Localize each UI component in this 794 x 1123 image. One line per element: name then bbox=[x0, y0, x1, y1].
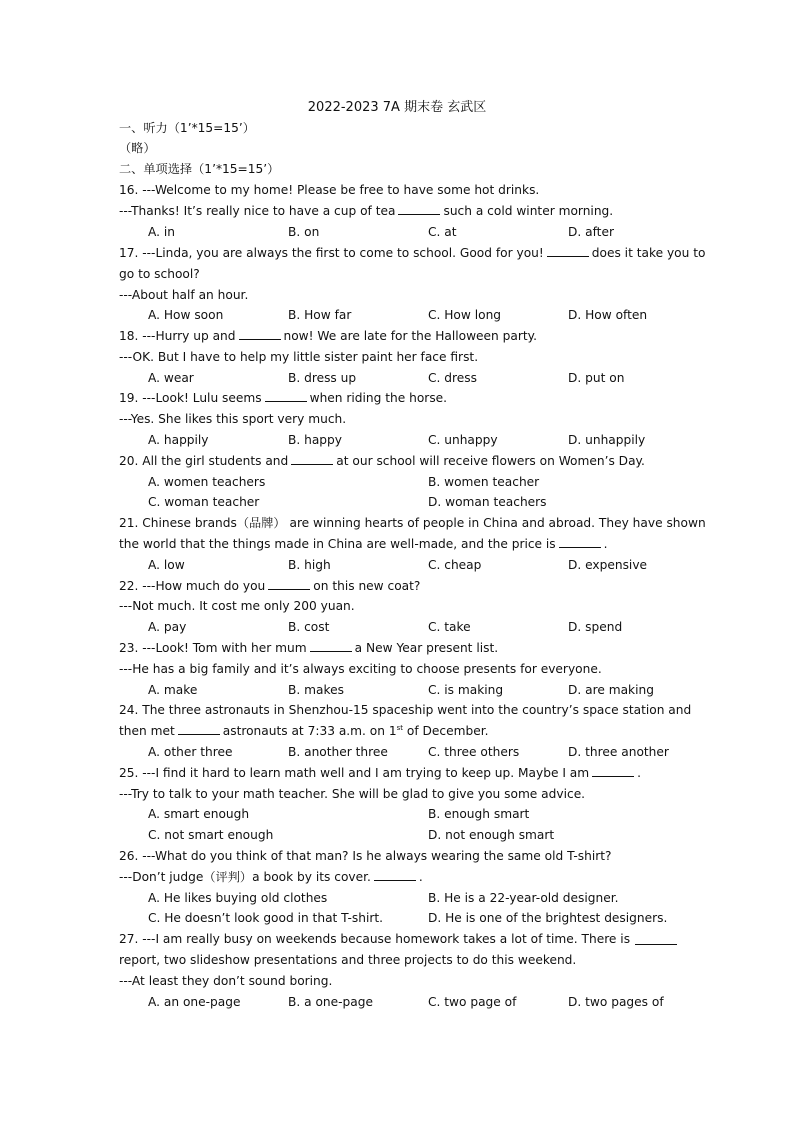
question-25-option-a: A. smart enough bbox=[148, 807, 250, 821]
answer-blank bbox=[398, 203, 440, 215]
question-16-option-c: C. at bbox=[428, 225, 457, 239]
question-20-option-a: A. women teachers bbox=[148, 475, 266, 489]
question-18-option-c: C. dress bbox=[428, 371, 477, 385]
question-26-line-1: 26. ---What do you think of that man? Is he always wearing the same old T-shirt? bbox=[119, 849, 612, 863]
question-25-option-d: D. not enough smart bbox=[428, 828, 555, 842]
question-24-option-c: C. three others bbox=[428, 745, 520, 759]
question-27-option-c: C. two page of bbox=[428, 995, 517, 1009]
question-16-option-b: B. on bbox=[288, 225, 320, 239]
question-17-option-c: C. How long bbox=[428, 308, 502, 322]
answer-blank bbox=[559, 536, 601, 548]
question-17-line-3: ---About half an hour. bbox=[119, 288, 249, 302]
answer-blank bbox=[592, 765, 634, 777]
answer-blank bbox=[291, 453, 333, 465]
question-22-option-a: A. pay bbox=[148, 620, 187, 634]
question-20-line-1: 20. All the girl students and at our school will receive flowers on Women’s Day. bbox=[119, 454, 645, 468]
question-23-option-c: C. is making bbox=[428, 683, 504, 697]
question-19-line-2: ---Yes. She likes this sport very much. bbox=[119, 412, 347, 426]
question-26-option-b: B. He is a 22-year-old designer. bbox=[428, 891, 619, 905]
choice-heading: 二、单项选择（1’*15=15’） bbox=[119, 162, 280, 176]
question-25-option-c: C. not smart enough bbox=[148, 828, 274, 842]
question-26-option-d: D. He is one of the brightest designers. bbox=[428, 911, 668, 925]
question-17-option-b: B. How far bbox=[288, 308, 352, 322]
question-18-line-2: ---OK. But I have to help my little sister paint her face first. bbox=[119, 350, 479, 364]
question-25-option-b: B. enough smart bbox=[428, 807, 530, 821]
question-26-option-c: C. He doesn’t look good in that T-shirt. bbox=[148, 911, 384, 925]
question-24-option-d: D. three another bbox=[568, 745, 669, 759]
question-21-option-b: B. high bbox=[288, 558, 331, 572]
question-17-line-1: 17. ---Linda, you are always the first to come to school. Good for you! does it take you to bbox=[119, 246, 706, 260]
question-17-option-a: A. How soon bbox=[148, 308, 224, 322]
question-20-option-d: D. woman teachers bbox=[428, 495, 547, 509]
question-27-line-3: ---At least they don’t sound boring. bbox=[119, 974, 333, 988]
question-18-option-d: D. put on bbox=[568, 371, 625, 385]
question-21-line-2: the world that the things made in China are well-made, and the price is . bbox=[119, 537, 608, 551]
question-26-line-2: ---Don’t judge（评判）a book by its cover. . bbox=[119, 870, 423, 884]
question-22-option-d: D. spend bbox=[568, 620, 623, 634]
question-19-option-d: D. unhappily bbox=[568, 433, 646, 447]
question-23-option-b: B. makes bbox=[288, 683, 344, 697]
question-21-option-c: C. cheap bbox=[428, 558, 482, 572]
question-20-option-c: C. woman teacher bbox=[148, 495, 260, 509]
question-24-line-1: 24. The three astronauts in Shenzhou-15 spaceship went into the country’s space station and bbox=[119, 703, 692, 717]
question-18-option-a: A. wear bbox=[148, 371, 194, 385]
question-19-line-1: 19. ---Look! Lulu seems when riding the horse. bbox=[119, 391, 448, 405]
question-23-line-1: 23. ---Look! Tom with her mum a New Year present list. bbox=[119, 641, 499, 655]
answer-blank bbox=[310, 640, 352, 652]
question-21-option-d: D. expensive bbox=[568, 558, 648, 572]
question-17-option-d: D. How often bbox=[568, 308, 648, 322]
question-27-line-1: 27. ---I am really busy on weekends because homework takes a lot of time. There is bbox=[119, 932, 631, 946]
answer-blank bbox=[239, 328, 281, 340]
question-22-option-c: C. take bbox=[428, 620, 471, 634]
question-18-option-b: B. dress up bbox=[288, 371, 357, 385]
answer-blank bbox=[374, 869, 416, 881]
question-23-option-d: D. are making bbox=[568, 683, 654, 697]
answer-blank bbox=[265, 390, 307, 402]
question-27-option-b: B. a one-page bbox=[288, 995, 373, 1009]
question-24-line-2: then met astronauts at 7:33 a.m. on 1st of December. bbox=[119, 723, 489, 738]
question-22-option-b: B. cost bbox=[288, 620, 330, 634]
question-19-option-c: C. unhappy bbox=[428, 433, 498, 447]
listening-heading: 一、听力（1’*15=15’） bbox=[119, 121, 255, 135]
question-22-line-1: 22. ---How much do you on this new coat? bbox=[119, 579, 421, 593]
question-23-option-a: A. make bbox=[148, 683, 198, 697]
answer-blank bbox=[547, 245, 589, 257]
question-18-line-1: 18. ---Hurry up and now! We are late for the Halloween party. bbox=[119, 329, 537, 343]
question-27-line-2: report, two slideshow presentations and three projects to do this weekend. bbox=[119, 953, 577, 967]
question-19-option-a: A. happily bbox=[148, 433, 209, 447]
answer-blank bbox=[268, 578, 310, 590]
question-16-option-d: D. after bbox=[568, 225, 614, 239]
question-25-line-1: 25. ---I find it hard to learn math well and I am trying to keep up. Maybe I am . bbox=[119, 766, 641, 780]
answer-blank bbox=[178, 723, 220, 735]
question-17-line-2: go to school? bbox=[119, 267, 200, 281]
page-title: 2022-2023 7A 期末卷 玄武区 bbox=[307, 100, 487, 115]
question-21-line-1: 21. Chinese brands（品牌） are winning hearts of people in China and abroad. They have shown bbox=[119, 516, 706, 530]
question-24-option-b: B. another three bbox=[288, 745, 388, 759]
question-27-option-d: D. two pages of bbox=[568, 995, 664, 1009]
question-26-option-a: A. He likes buying old clothes bbox=[148, 891, 328, 905]
answer-blank bbox=[635, 933, 677, 945]
question-23-line-2: ---He has a big family and it’s always exciting to choose presents for everyone. bbox=[119, 662, 602, 676]
question-19-option-b: B. happy bbox=[288, 433, 342, 447]
question-16-line-2: ---Thanks! It’s really nice to have a cup of tea such a cold winter morning. bbox=[119, 204, 614, 218]
question-22-line-2: ---Not much. It cost me only 200 yuan. bbox=[119, 599, 355, 613]
question-16-option-a: A. in bbox=[148, 225, 175, 239]
question-16-line-1: 16. ---Welcome to my home! Please be free to have some hot drinks. bbox=[119, 183, 540, 197]
question-27-option-a: A. an one-page bbox=[148, 995, 241, 1009]
question-24-option-a: A. other three bbox=[148, 745, 233, 759]
question-21-option-a: A. low bbox=[148, 558, 185, 572]
question-25-line-2: ---Try to talk to your math teacher. She will be glad to give you some advice. bbox=[119, 787, 586, 801]
question-20-option-b: B. women teacher bbox=[428, 475, 540, 489]
listening-note: （略） bbox=[119, 141, 156, 155]
